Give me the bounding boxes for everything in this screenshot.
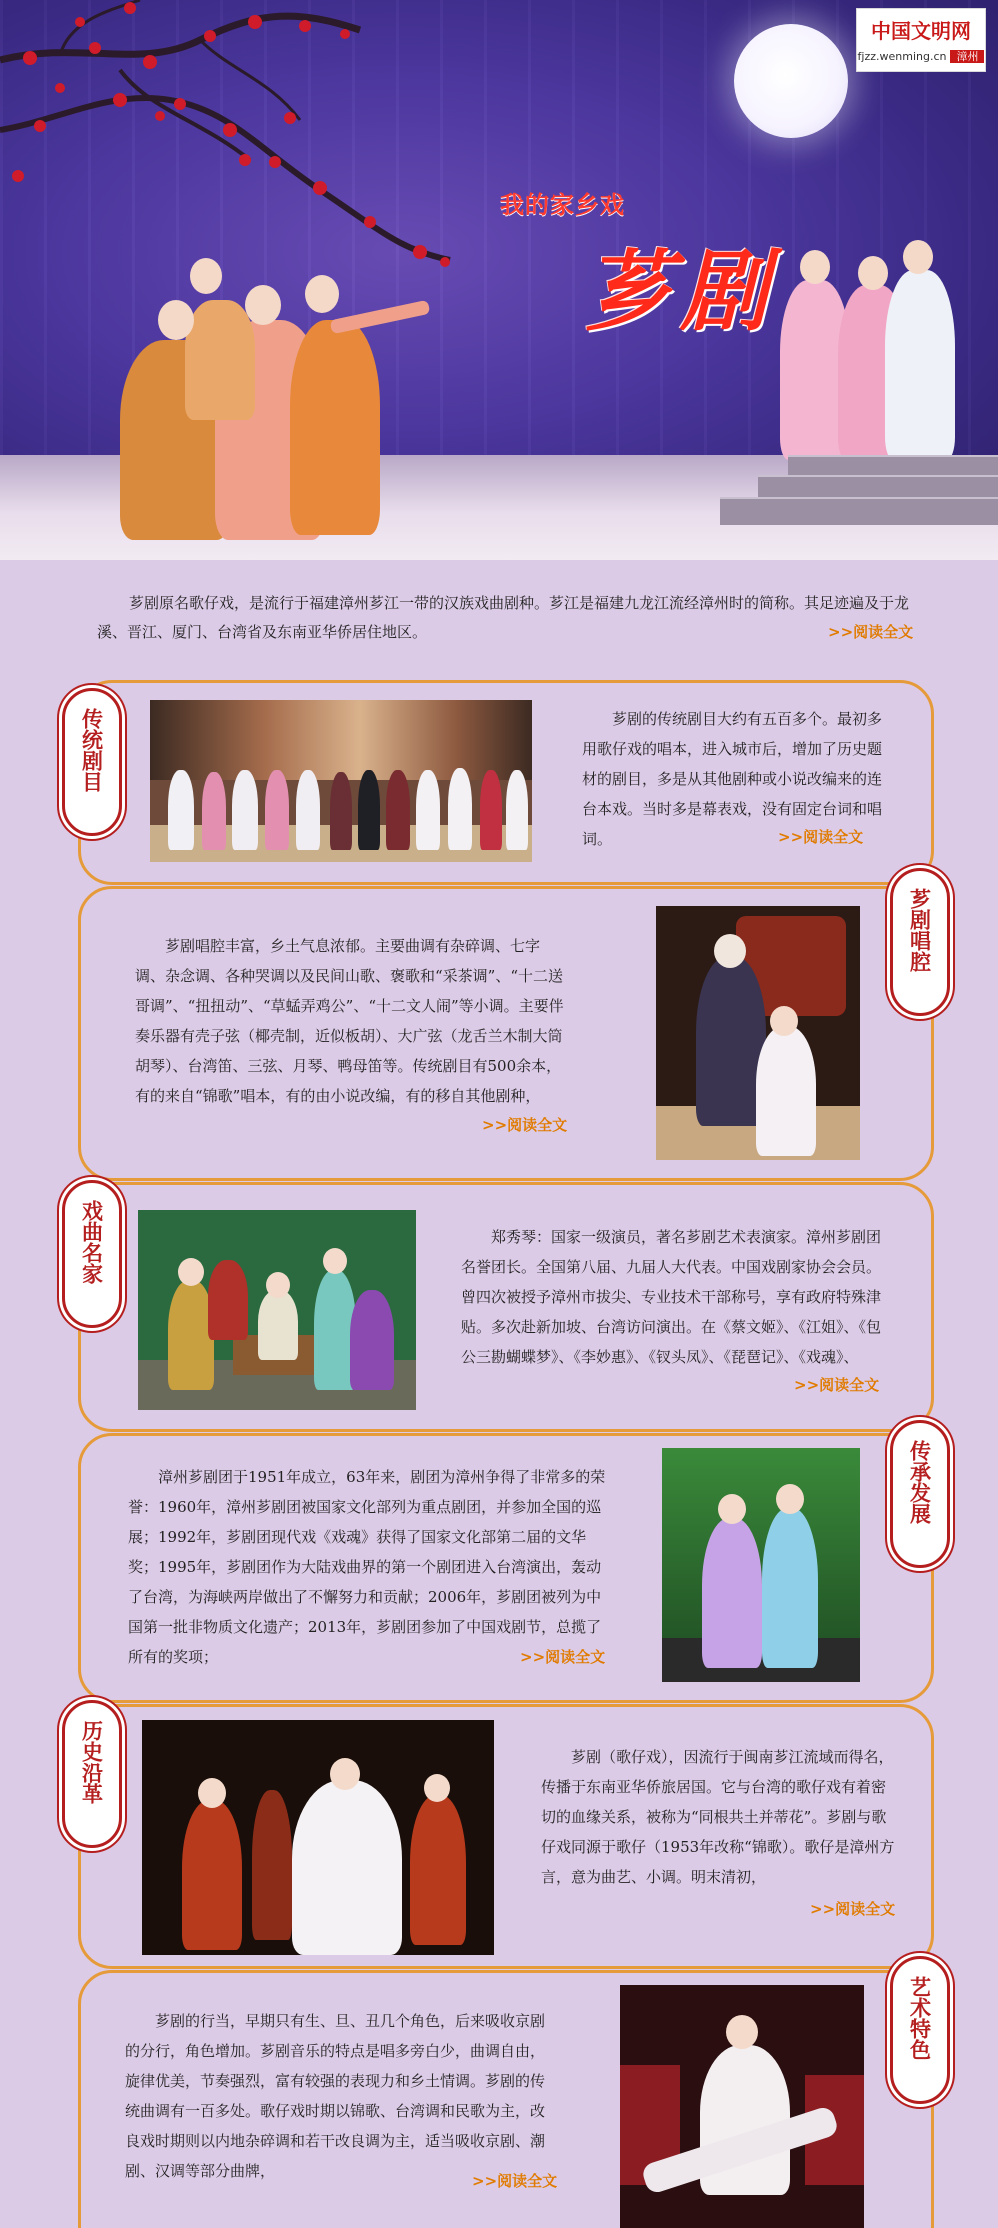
stage-steps bbox=[720, 455, 998, 525]
badge-artistic-features: 艺术特色 bbox=[890, 1956, 950, 2104]
section-text-artistic-features: 芗剧的行当，早期只有生、旦、丑几个角色，后来吸收京剧的分行，角色增加。芗剧音乐的特点是唱多旁白少，曲调自由，旋律优美，节奏强烈，富有较强的表现力和乡土情调。芗剧的传统曲调有一百多处。歌仔戏时期以锦歌、台湾调和民歌为主，改良戏时期则以内地杂碎调和若干改良调为主，适当吸收京剧、潮剧、汉调等部分曲牌， bbox=[125, 2012, 546, 2180]
repertoire-stage-photo bbox=[150, 700, 532, 862]
section-text-traditional-repertoire: 芗剧的传统剧目大约有五百多个。最初多用歌仔戏的唱本，进入城市后，增加了历史题材的剧目，多是从其他剧种或小说改编来的连台本戏。当时多是幕表戏，没有固定台词和唱词。 bbox=[582, 710, 883, 848]
section-text-singing-style: 芗剧唱腔丰富，乡土气息浓郁。主要曲调有杂碎调、七字调、杂念调、各种哭调以及民间山歌、褒歌和“采茶调”、“十二送哥调”、“扭扭动”、“草蜢弄鸡公”、“十二文人闹”等小调。主要伴奏乐器有壳子弦（椰壳制，近似板胡）、大广弦（龙舌兰木制大筒胡琴）、台湾笛、三弦、月琴、鸭母笛等。传统剧目有500余本，有的来自“锦歌”唱本，有的由小说改编，有的移自其他剧种， bbox=[135, 937, 564, 1105]
intro-paragraph: 芗剧原名歌仔戏，是流行于福建漳州芗江一带的汉族戏曲剧种。芗江是福建九龙江流经漳州时的简称。其足迹遍及于龙溪、晋江、厦门、台湾省及东南亚华侨居住地区。 bbox=[97, 594, 910, 641]
history-stage-photo bbox=[142, 1720, 494, 1955]
hero-subtitle: 我的家乡戏 bbox=[500, 190, 625, 219]
hero-banner bbox=[0, 0, 998, 560]
badge-history: 历史沿革 bbox=[62, 1700, 122, 1848]
read-more-link-opera-masters[interactable]: >>阅读全文 bbox=[794, 1376, 880, 1394]
plum-branch-image bbox=[0, 0, 480, 280]
moon-image bbox=[734, 24, 848, 138]
section-text-history: 芗剧（歌仔戏），因流行于闽南芗江流域而得名，传播于东南亚华侨旅居国。它与台湾的歌仔戏有着密切的血缘关系，被称为“同根共土并蒂花”。芗剧与歌仔戏同源于歌仔（1953年改称“锦歌）。歌仔是漳州方言，意为曲艺、小调。明末清初， bbox=[541, 1748, 895, 1886]
opera-masters-stage-photo bbox=[138, 1210, 416, 1410]
badge-opera-masters: 戏曲名家 bbox=[62, 1180, 122, 1328]
hero-title: 芗剧 bbox=[584, 239, 777, 343]
logo-name: 中国文明网 bbox=[871, 19, 971, 43]
read-more-link-singing-style[interactable]: >>阅读全文 bbox=[482, 1116, 568, 1134]
inheritance-stage-photo bbox=[662, 1448, 860, 1682]
read-more-link-inheritance-development[interactable]: >>阅读全文 bbox=[520, 1648, 606, 1666]
artistic-features-stage-photo bbox=[620, 1985, 864, 2228]
badge-inheritance-development: 传承发展 bbox=[890, 1420, 950, 1568]
section-text-opera-masters: 郑秀琴：国家一级演员，著名芗剧艺术表演家。漳州芗剧团名誉团长。全国第八届、九届人大代表。中国戏剧家协会会员。曾四次被授予漳州市拔尖、专业技术干部称号，享有政府特殊津贴。多次赴新加坡、台湾访问演出。在《蔡文姬》、《江姐》、《包公三勘蝴蝶梦》、《李妙惠》、《钗头凤》、《琵琶记》、《戏魂》、 bbox=[461, 1228, 882, 1366]
wenming-logo[interactable] bbox=[856, 8, 986, 72]
intro-read-more-link[interactable]: >>阅读全文 bbox=[828, 623, 914, 641]
logo-region: 漳州 bbox=[950, 50, 984, 63]
badge-traditional-repertoire: 传统剧目 bbox=[62, 688, 122, 836]
read-more-link-traditional-repertoire[interactable]: >>阅读全文 bbox=[778, 828, 864, 846]
singing-style-stage-photo bbox=[656, 906, 860, 1160]
section-text-inheritance-development: 漳州芗剧团于1951年成立，63年来，剧团为漳州争得了非常多的荣誉：1960年，漳州芗剧团被国家文化部列为重点剧团，并参加全国的巡展；1992年，芗剧团现代戏《戏魂》获得了国家文化部第二届的文华奖；1995年，芗剧团作为大陆戏曲界的第一个剧团进入台湾演出，轰动了台湾，为海峡两岸做出了不懈努力和贡献；2006年，芗剧团被列为中国第一批非物质文化遗产；2013年，芗剧团参加了中国戏剧节，总揽了所有的奖项； bbox=[128, 1468, 606, 1666]
read-more-link-artistic-features[interactable]: >>阅读全文 bbox=[472, 2172, 558, 2190]
read-more-link-history[interactable]: >>阅读全文 bbox=[810, 1900, 896, 1918]
logo-url: fjzz.wenming.cn bbox=[857, 50, 947, 63]
badge-singing-style: 芗剧唱腔 bbox=[890, 868, 950, 1016]
